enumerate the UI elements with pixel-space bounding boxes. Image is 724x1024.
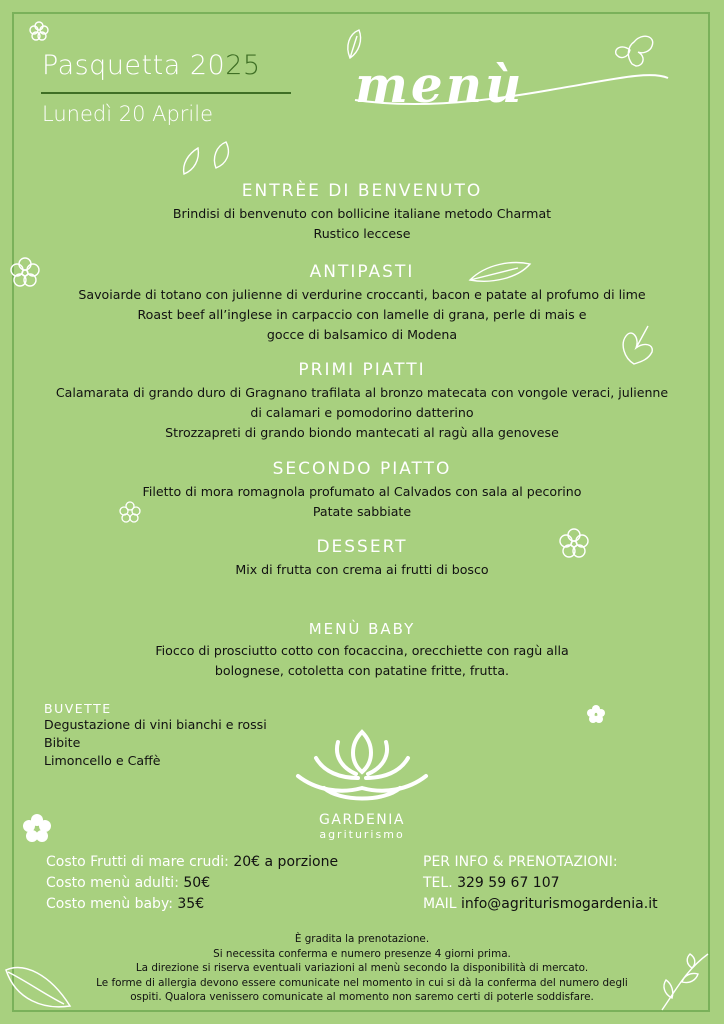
flower-icon: [20, 812, 54, 844]
buvette-item: Degustazione di vini bianchi e rossi: [44, 717, 267, 732]
note-line: ospiti. Qualora venissero comunicate al momento non saremo certi di poterle soddisfare.: [130, 991, 594, 1003]
menu-section-baby: [0, 620, 724, 681]
buvette-item: Limoncello e Caffè: [44, 753, 161, 768]
note-line: Le forme di allergia devono essere comunicate nel momento in cui si dà la conferma del numero degli: [96, 976, 628, 989]
flower-icon: [28, 20, 50, 42]
section-title: SECONDO PIATTO: [272, 459, 452, 479]
dish-line: Fiocco di prosciutto cotto con focaccina, orecchiette con ragù alla: [155, 643, 569, 658]
buvette-block: [44, 701, 267, 770]
note-line: La direzione si riserva eventuali variazioni al menù secondo la disponibilità di mercato.: [135, 962, 589, 974]
section-title: PRIMI PIATTI: [298, 360, 426, 380]
leaf-icon: [180, 140, 250, 176]
title-divider: [41, 92, 291, 94]
menu-section-primi: [0, 360, 724, 443]
menu-section-antipasti: [0, 262, 724, 345]
menu-section-secondo: [0, 459, 724, 522]
dish-line: di calamari e pomodorino datterino: [250, 405, 474, 420]
butterfly-icon: [612, 28, 658, 70]
dish-line: bolognese, cotoletta con patatine fritte, frutta.: [214, 663, 510, 678]
dish-line: Strozzapreti di grando biondo mantecati al ragù alla genovese: [165, 425, 559, 440]
menu-section-entree: [0, 181, 724, 244]
dish-line: Filetto di mora romagnola profumato al Calvados con sala al pecorino: [142, 484, 582, 499]
price-row: Costo menù adulti: 50€: [46, 875, 211, 891]
note-line: Si necessita conferma e numero presenze 4 giorni prima.: [213, 947, 511, 960]
page-title: Pasquetta 2025: [42, 50, 261, 81]
contact-title: PER INFO & PRENOTAZIONI:: [423, 854, 618, 870]
dish-line: gocce di balsamico di Modena: [266, 327, 458, 342]
logo-subtitle: agriturismo: [319, 828, 405, 841]
lotus-logo-icon: [294, 728, 430, 806]
phone-row[interactable]: TEL. 329 59 67 107: [423, 875, 560, 891]
menu-section-dessert: [0, 537, 724, 580]
contact-block: [423, 852, 658, 915]
event-date: Lunedì 20 Aprile: [42, 102, 214, 126]
dish-line: Calamarata di grando duro di Gragnano trafilata al bronzo matecata con vongole veraci, julienne: [55, 385, 669, 400]
price-row: Costo menù baby: 35€: [46, 896, 205, 912]
price-row: Costo Frutti di mare crudi: 20€ a porzione: [46, 854, 339, 870]
dish-line: Patate sabbiate: [312, 504, 412, 519]
flower-icon: [585, 703, 607, 725]
section-title: ANTIPASTI: [309, 262, 415, 282]
section-title: MENÙ BABY: [308, 620, 416, 638]
gardenia-logo: [294, 728, 430, 841]
dish-line: Rustico leccese: [313, 226, 411, 241]
logo-name: GARDENIA: [319, 812, 405, 828]
leaf-icon: [345, 28, 367, 60]
booking-notes: [40, 932, 684, 1005]
menu-heading: menù: [355, 55, 525, 114]
dish-line: Roast beef all’inglese in carpaccio con lamelle di grana, perle di mais e: [137, 307, 587, 322]
section-title: DESSERT: [316, 537, 408, 557]
section-title: ENTRÈE DI BENVENUTO: [241, 181, 483, 201]
dish-line: Brindisi di benvenuto con bollicine italiane metodo Charmat: [172, 206, 552, 221]
email-row[interactable]: MAIL info@agriturismogardenia.it: [423, 896, 658, 912]
dish-line: Mix di frutta con crema ai frutti di bosco: [235, 562, 489, 577]
buvette-item: Bibite: [44, 735, 81, 750]
dish-line: Savoiarde di totano con julienne di verdurine croccanti, bacon e patate al profumo di lime: [78, 287, 646, 302]
buvette-title: BUVETTE: [44, 701, 112, 716]
note-line: È gradita la prenotazione.: [294, 933, 430, 945]
prices-block: [46, 852, 338, 915]
